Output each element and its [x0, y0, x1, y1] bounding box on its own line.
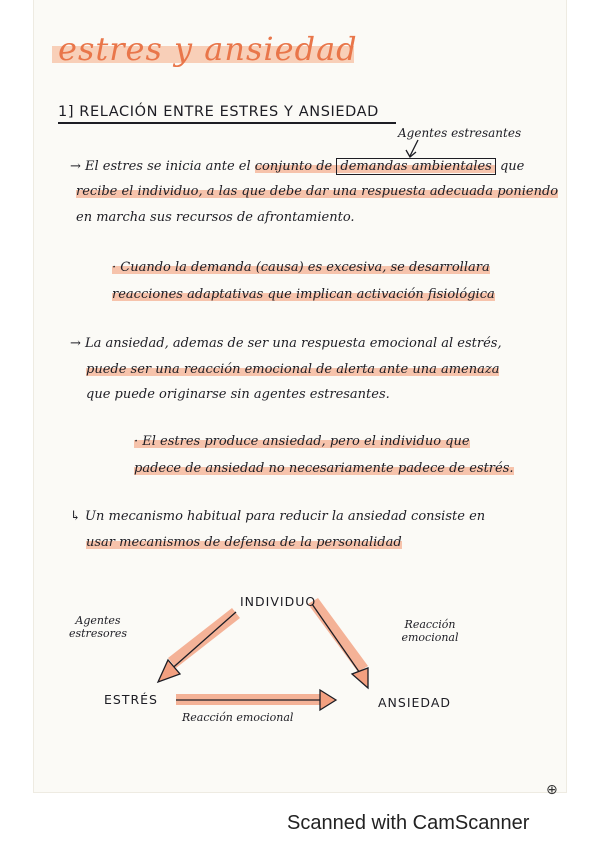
p1-text-c: que	[495, 159, 525, 174]
left-arrow-band	[168, 608, 240, 668]
p1-line2: recibe el individuo, a las que debe dar una respuesta adecuada poniendo	[76, 184, 559, 199]
bottom-arrow-head	[320, 690, 336, 710]
node-ansiedad: ANSIEDAD	[378, 695, 452, 710]
node-individuo: INDIVIDUO	[240, 594, 317, 609]
left-arrow-line	[168, 612, 236, 672]
p1-boxed-term: demandas ambientales	[336, 158, 495, 175]
p3-line1: ↳ Un mecanismo habitual para reducir la ansiedad consiste en	[70, 509, 486, 524]
b2-line2: padece de ansiedad no necesariamente padece de estrés.	[134, 461, 514, 476]
corner-mark: ⊕	[546, 782, 558, 798]
right-arrow-line	[312, 604, 362, 676]
p1-text-a: → El estres se inicia ante el	[70, 159, 255, 174]
edge-label-right: Reacción emocional	[401, 618, 459, 644]
right-arrow-head	[352, 668, 368, 688]
p2-line3: que puede originarse sin agentes estresantes.	[86, 387, 390, 402]
annotation-agentes: Agentes estresantes	[398, 126, 522, 140]
b2-line1: · El estres produce ansiedad, pero el individuo que	[134, 434, 470, 449]
p2-line1: → La ansiedad, ademas de ser una respuesta emocional al estrés,	[70, 336, 502, 351]
b1-line2: reacciones adaptativas que implican activación fisiológica	[112, 287, 495, 302]
edge-label-left: Agentes estresores	[68, 614, 128, 640]
section-heading: 1] RELACIÓN ENTRE ESTRES Y ANSIEDAD	[58, 104, 379, 120]
p2-line2: puede ser una reacción emocional de alerta ante una amenaza	[86, 362, 500, 377]
right-arrow-band	[308, 598, 368, 672]
p1-line3: en marcha sus recursos de afrontamiento.	[76, 210, 355, 225]
p1-text-b: conjunto de	[254, 159, 337, 174]
b1-line1: · Cuando la demanda (causa) es excesiva, se desarrollara	[112, 260, 490, 275]
node-estres: ESTRÉS	[104, 692, 158, 707]
footer-watermark: Scanned with CamScanner	[287, 812, 530, 834]
page-title: estres y ansiedad	[58, 30, 358, 68]
p3-line2: usar mecanismos de defensa de la personalidad	[86, 535, 402, 550]
edge-label-bottom: Reacción emocional	[182, 711, 294, 724]
